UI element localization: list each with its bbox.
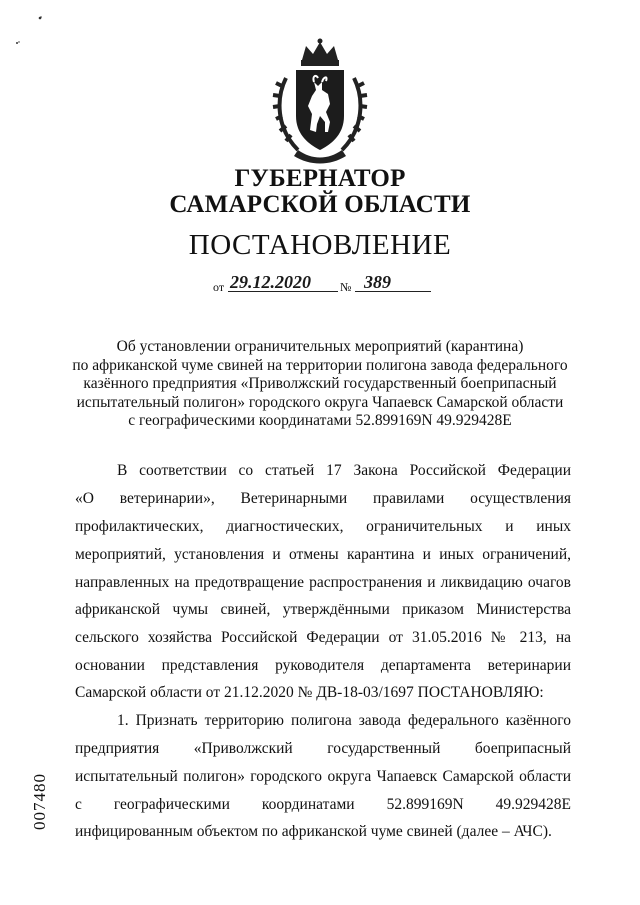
date-underline (228, 291, 338, 292)
document-type: ПОСТАНОВЛЕНИЕ (188, 229, 452, 261)
body-line: профилактических, диагностических, ограничительных и иных (75, 518, 571, 535)
subject-line: с географическими координатами 52.899169N 49.929428E (128, 412, 512, 429)
body-line: В соответствии со статьей 17 Закона Российской Федерации (117, 462, 571, 479)
body-line: инфицированным объектом по африканской чуме свиней (далее – АЧС). (75, 823, 552, 840)
subject-line: Об установлении ограничительных мероприятий (карантина) (116, 338, 524, 355)
date-number-line (213, 274, 433, 294)
samara-coat-of-arms-icon (268, 38, 372, 166)
body-line: Самарской области от 21.12.2020 № ДВ-18-03/1697 ПОСТАНОВЛЯЮ: (75, 684, 544, 701)
body-line: с географическими координатами 52.899169N 49.929428E (75, 796, 571, 813)
issuer-title-line2: САМАРСКОЙ ОБЛАСТИ (169, 191, 471, 218)
body-line: испытательный полигон» городского округа Чапаевск Самарской области (75, 768, 571, 785)
body-line: 1. Признать территорию полигона завода федерального казённого (117, 712, 571, 729)
subject-line: по африканской чуме свиней на территории полигона завода федерального (72, 356, 568, 374)
number-prefix: № (340, 280, 352, 294)
body-line: направленных на предотвращение распространения и ликвидацию очагов (75, 574, 571, 591)
body-line: африканской чумы свиней, утверждёнными приказом Министерства (75, 601, 571, 618)
body-line: сельского хозяйства Российской Федерации от 31.05.2016 № 213, на (75, 629, 571, 646)
issuer-title-line1: ГУБЕРНАТОР (234, 165, 406, 192)
body-line: «О ветеринарии», Ветеринарными правилами осуществления (75, 490, 571, 507)
document-subject (60, 338, 580, 431)
number-underline (355, 291, 431, 292)
number-value: 389 (364, 272, 391, 292)
body-line: предприятия «Приволжский государственный боеприпасный (75, 740, 571, 757)
date-value: 29.12.2020 (230, 272, 311, 292)
date-prefix: от (213, 280, 225, 294)
body-line: мероприятий, установления и отмены карантина и иных ограничений, (75, 546, 571, 563)
subject-line: испытательный полигон» городского округа Чапаевск Самарской области (76, 393, 564, 411)
side-registration-number: 007480 (30, 773, 49, 830)
body-line: основании представления руководителя департамента ветеринарии (75, 657, 571, 674)
scan-specks (0, 0, 60, 60)
subject-line: казённого предприятия «Приволжский государственный боеприпасный (83, 375, 557, 392)
